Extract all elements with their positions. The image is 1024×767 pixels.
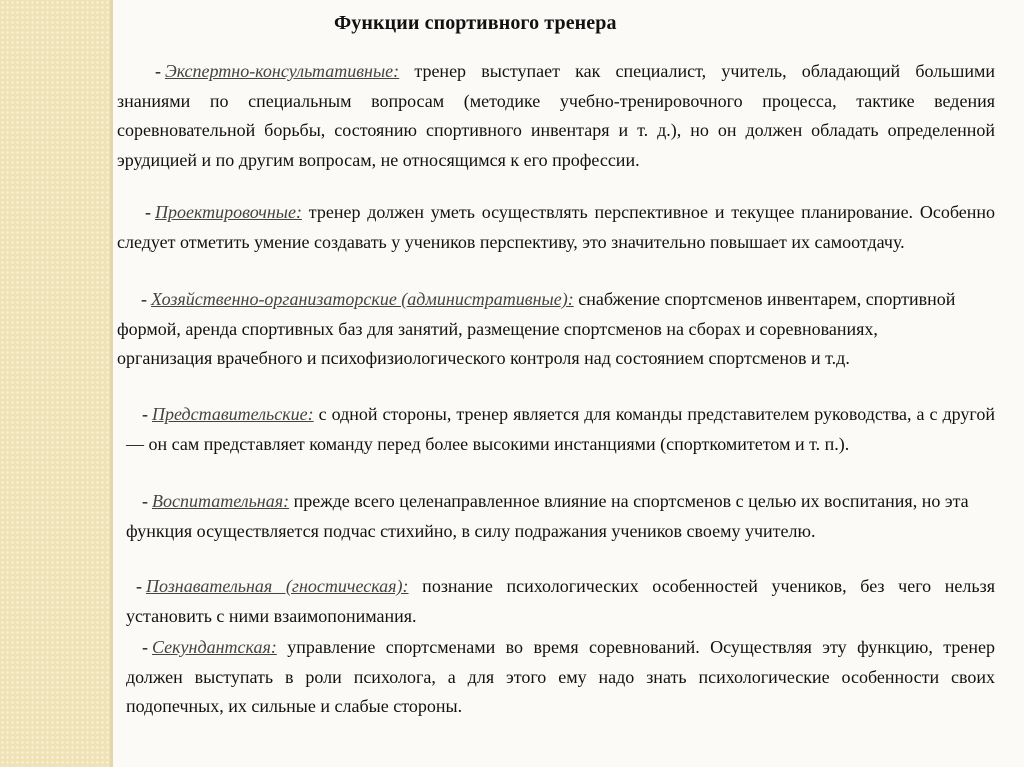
function-item-expert: - Экспертно-консультативные: тренер выступает как специалист, учитель, обладающий большими знаниями по специальным вопросам (методике учебно-тренировочного процесса, тактике ведения соревновательной борьбы, состоянию спортивного инвентаря и т. д.), но он должен обладать определенной эрудицией и по другим вопросам, не относящимся к его профессии.	[117, 61, 995, 170]
function-item-representative: - Представительские: с одной стороны, тренер является для команды представителем руководства, а с другой — он сам представляет команду перед более высокими инстанциями (спорткомитетом и т. п.).	[126, 404, 995, 454]
function-description: с одной стороны, тренер является для команды представителем руководства, а с другой — он сам представляет команду перед более высокими инстанциями (спорткомитетом и т. п.).	[126, 404, 995, 454]
function-term: Хозяйственно-организаторские (административные):	[151, 289, 574, 309]
function-term: Познавательная (гностическая):	[146, 576, 409, 596]
function-description: прежде всего целенаправленное влияние на спортсменов с целью их воспитания, но эта функция осуществляется подчас стихийно, в силу подражания учеников своему учителю.	[126, 491, 969, 541]
side-divider	[110, 0, 113, 767]
function-description: тренер выступает как специалист, учитель, обладающий большими знаниями по специальным вопросам (методике учебно-тренировочного процесса, тактике ведения соревновательной борьбы, состоянию спортивного инвентаря и т. д.), но он должен обладать определенной эрудицией и по другим вопросам, не относящимся к его профессии.	[117, 61, 995, 170]
function-term: Представительские:	[152, 404, 314, 424]
page-title: Функции спортивного тренера	[334, 12, 617, 34]
function-term: Экспертно-консультативные:	[165, 61, 400, 81]
function-item-cognitive: - Познавательная (гностическая): познание психологических особенностей учеников, без чего нельзя установить с ними взаимопонимания.	[126, 576, 996, 626]
function-description: тренер должен уметь осуществлять перспективное и текущее планирование. Особенно следует отметить умение создавать у учеников перспективу, это значительно повышает их самоотдачу.	[117, 202, 995, 252]
function-description: познание психологических особенностей учеников, без чего нельзя установить с ними взаимопонимания.	[126, 576, 996, 626]
function-description: управление спортсменами во время соревнований. Осуществляя эту функцию, тренер должен выступать в роли психолога, а для этого ему надо знать психологические особенности своих подопечных, их сильные и слабые стороны.	[126, 637, 995, 716]
function-item-organizational: - Хозяйственно-организаторские (административные): снабжение спортсменов инвентарем, спортивной формой, аренда спортивных баз для занятий, размещение спортсменов на сборах и соревнованиях, организация врачебного и психофизиологического контроля над состоянием спортсменов и т.д.	[117, 289, 956, 368]
function-item-second: - Секундантская: управление спортсменами во время соревнований. Осуществляя эту функцию, тренер должен выступать в роли психолога, а для этого ему надо знать психологические особенности своих подопечных, их сильные и слабые стороны.	[126, 637, 995, 716]
function-term: Воспитательная:	[152, 491, 290, 511]
function-description: снабжение спортсменов инвентарем, спортивной формой, аренда спортивных баз для занятий, размещение спортсменов на сборах и соревнованиях, организация врачебного и психофизиологического контроля над состоянием спортсменов и т.д.	[117, 289, 956, 368]
function-term: Проектировочные:	[155, 202, 302, 222]
decorative-side-strip	[0, 0, 110, 767]
function-item-educational: - Воспитательная: прежде всего целенаправленное влияние на спортсменов с целью их воспитания, но эта функция осуществляется подчас стихийно, в силу подражания учеников своему учителю.	[126, 491, 969, 541]
function-term: Секундантская:	[152, 637, 277, 657]
function-item-design: - Проектировочные: тренер должен уметь осуществлять перспективное и текущее планирование. Особенно следует отметить умение создавать у учеников перспективу, это значительно повышает их самоотдачу.	[117, 202, 995, 252]
